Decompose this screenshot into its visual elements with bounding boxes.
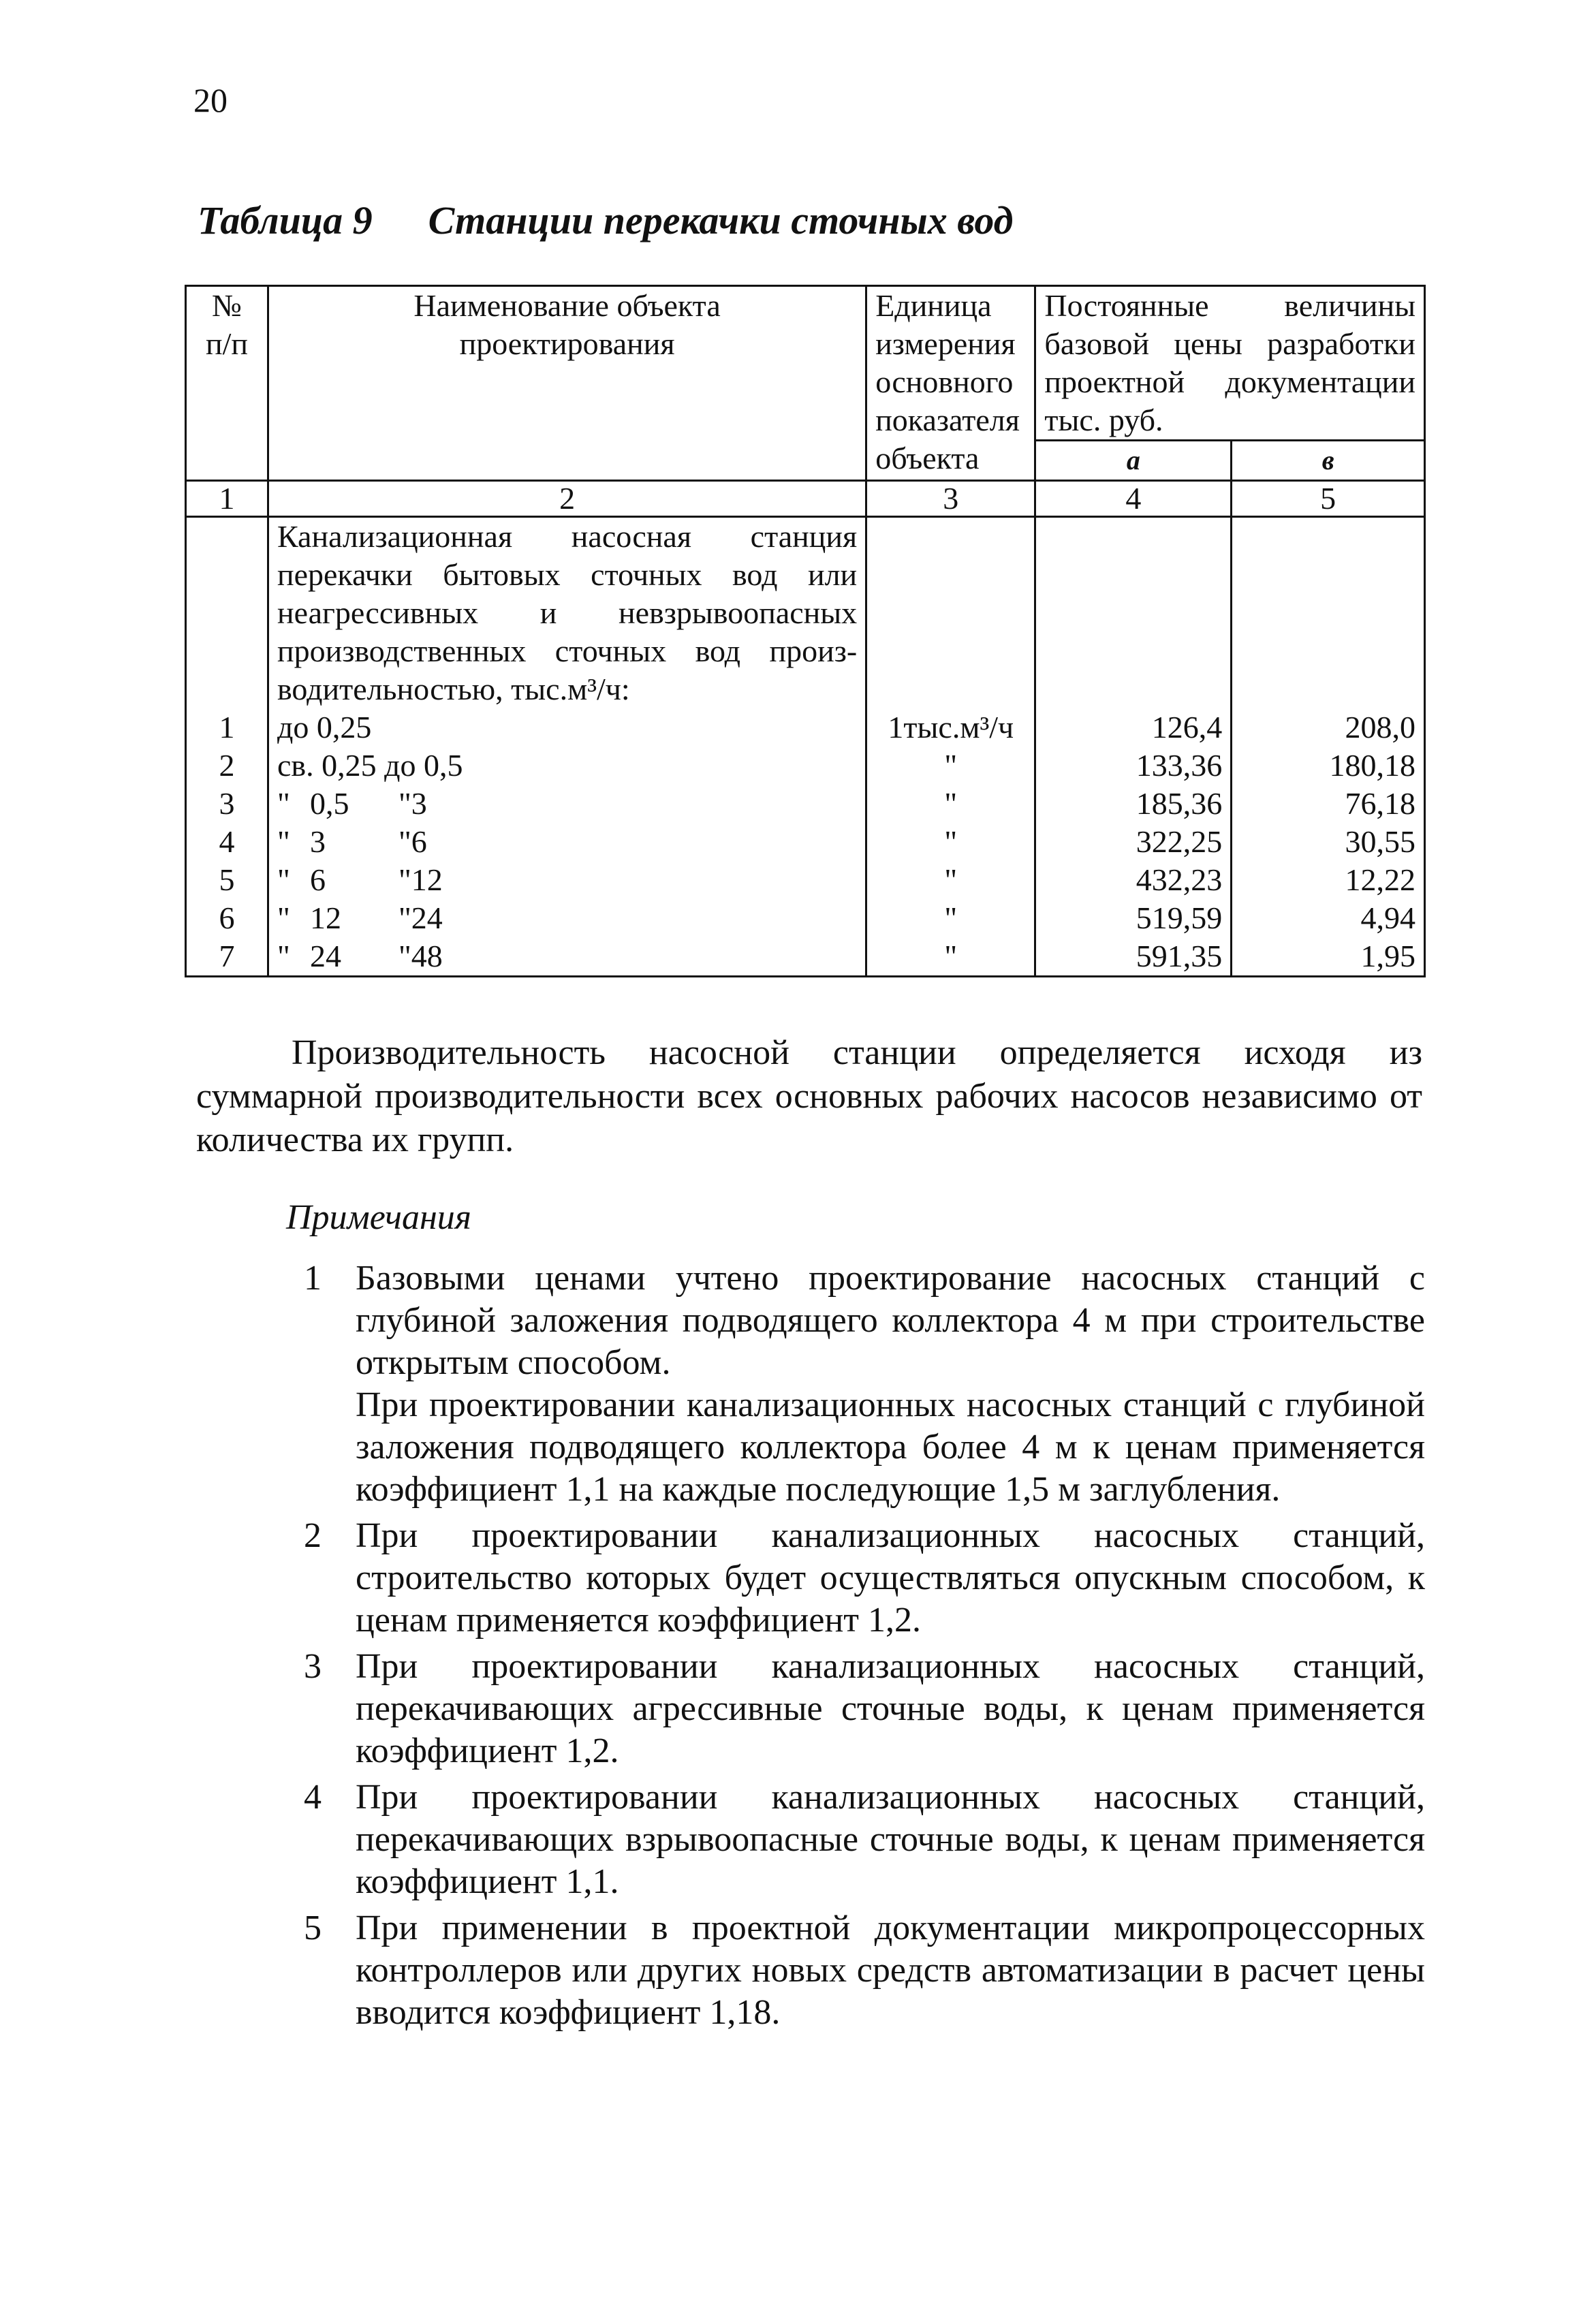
body-b-column xyxy=(1232,517,1425,977)
row-a: 133,36 xyxy=(1136,748,1223,783)
row-name: " 24 "48 xyxy=(277,939,443,973)
group-title-line: неагрессивных и невзрывоопасных xyxy=(277,595,858,630)
subheader-b: в xyxy=(1232,441,1425,481)
row-no: 4 xyxy=(219,824,235,859)
page-number: 20 xyxy=(193,81,228,119)
note-item: 2 При проектировании канализационных насосных станций, строительство которых будет осуществляться опускным способом, к ценам применяется коэффициент 1,2. xyxy=(304,1516,1425,1640)
row-no: 1 xyxy=(219,710,235,744)
row-unit: " xyxy=(944,748,958,783)
row-name: " 12 "24 xyxy=(277,900,443,935)
row-b: 180,18 xyxy=(1329,748,1415,783)
note-item: 1 Базовыми ценами учтено проектирование насосных станций с глубиной заложения подводящего коллектора 4 м при строительстве открытым способом. При проектировании канализационных насосных станций с глубиной заложения подводящего коллектора более 4 м к ценам применяется коэффициент 1,1 на каждые последующие 1,5 м заглубления. xyxy=(304,1259,1425,1509)
row-name: " 3 "6 xyxy=(277,824,427,859)
row-a: 322,25 xyxy=(1136,824,1223,859)
row-b: 208,0 xyxy=(1345,710,1415,744)
note-item: 5 При применении в проектной документации микропроцессорных контроллеров или других новых средств автоматизации в расчет цены вводится коэффициент 1,18. xyxy=(304,1909,1425,2032)
row-name: " 0,5 "3 xyxy=(277,786,427,821)
col-number: 4 xyxy=(1035,481,1232,517)
table-caption xyxy=(198,198,1013,243)
row-b: 12,22 xyxy=(1345,862,1415,897)
header-no: № п/п xyxy=(186,286,268,481)
row-name: " 6 "12 xyxy=(277,862,443,897)
row-unit: " xyxy=(944,862,958,897)
header-constants: Постоянные величины базовой цены разработки проектной документации тыс. руб. xyxy=(1035,286,1425,441)
body-no-column xyxy=(186,517,268,977)
header-row xyxy=(186,286,1425,441)
note-item: 4 При проектировании канализационных насосных станций, перекачивающих взрывоопасные сточные воды, к ценам применяется коэффициент 1,1. xyxy=(304,1778,1425,1901)
col-number: 3 xyxy=(866,481,1035,517)
row-a: 185,36 xyxy=(1136,786,1223,821)
row-unit: " xyxy=(944,939,958,973)
col-number: 1 xyxy=(186,481,268,517)
row-no: 7 xyxy=(219,939,235,973)
note-item: 3 При проектировании канализационных насосных станций, перекачивающих агрессивные сточные воды, к ценам применяется коэффициент 1,2. xyxy=(304,1647,1425,1770)
row-no: 6 xyxy=(219,900,235,935)
row-a: 432,23 xyxy=(1136,862,1223,897)
row-name: св. 0,25 до 0,5 xyxy=(277,748,463,783)
row-a: 591,35 xyxy=(1136,939,1223,973)
row-unit: " xyxy=(944,786,958,821)
table-title: Станции перекачки сточных вод xyxy=(428,198,1014,242)
row-unit: " xyxy=(944,824,958,859)
col-number: 5 xyxy=(1232,481,1425,517)
row-name: до 0,25 xyxy=(277,710,372,744)
header-unit: Единица измерения основного показателя объекта xyxy=(866,286,1035,481)
row-b: 4,94 xyxy=(1360,900,1415,935)
subheader-a: а xyxy=(1035,441,1232,481)
group-title-line: производственных сточных вод произ- xyxy=(277,633,858,668)
body-unit-column xyxy=(866,517,1035,977)
row-a: 126,4 xyxy=(1151,710,1223,744)
body-a-column xyxy=(1035,517,1232,977)
row-unit: " xyxy=(944,900,958,935)
row-a: 519,59 xyxy=(1136,900,1223,935)
col-number: 2 xyxy=(268,481,866,517)
row-b: 30,55 xyxy=(1345,824,1415,859)
row-unit: 1тыс.м³/ч xyxy=(888,710,1014,744)
body-paragraph: Производительность насосной станции определяется исходя из суммарной производительности всех основных рабочих насосов независимо от количества их групп. xyxy=(196,1033,1422,1159)
stations-table xyxy=(185,285,1426,977)
group-title-line: Канализационная насосная станция xyxy=(277,519,858,554)
column-numbers-row xyxy=(186,481,1425,517)
group-title-line: перекачки бытовых сточных вод или xyxy=(277,557,858,592)
table-body xyxy=(186,517,1425,977)
row-no: 2 xyxy=(219,748,235,783)
body-name-column xyxy=(268,517,866,977)
notes-heading: Примечания xyxy=(286,1198,471,1237)
row-b: 76,18 xyxy=(1345,786,1415,821)
group-title-line: водительностью, тыс.м³/ч: xyxy=(277,672,630,706)
table-label: Таблица 9 xyxy=(198,198,373,242)
row-b: 1,95 xyxy=(1360,939,1415,973)
row-no: 5 xyxy=(219,862,235,897)
notes-list xyxy=(292,1257,1425,2038)
row-no: 3 xyxy=(219,786,235,821)
header-name: Наименование объекта проектирования xyxy=(268,286,866,481)
